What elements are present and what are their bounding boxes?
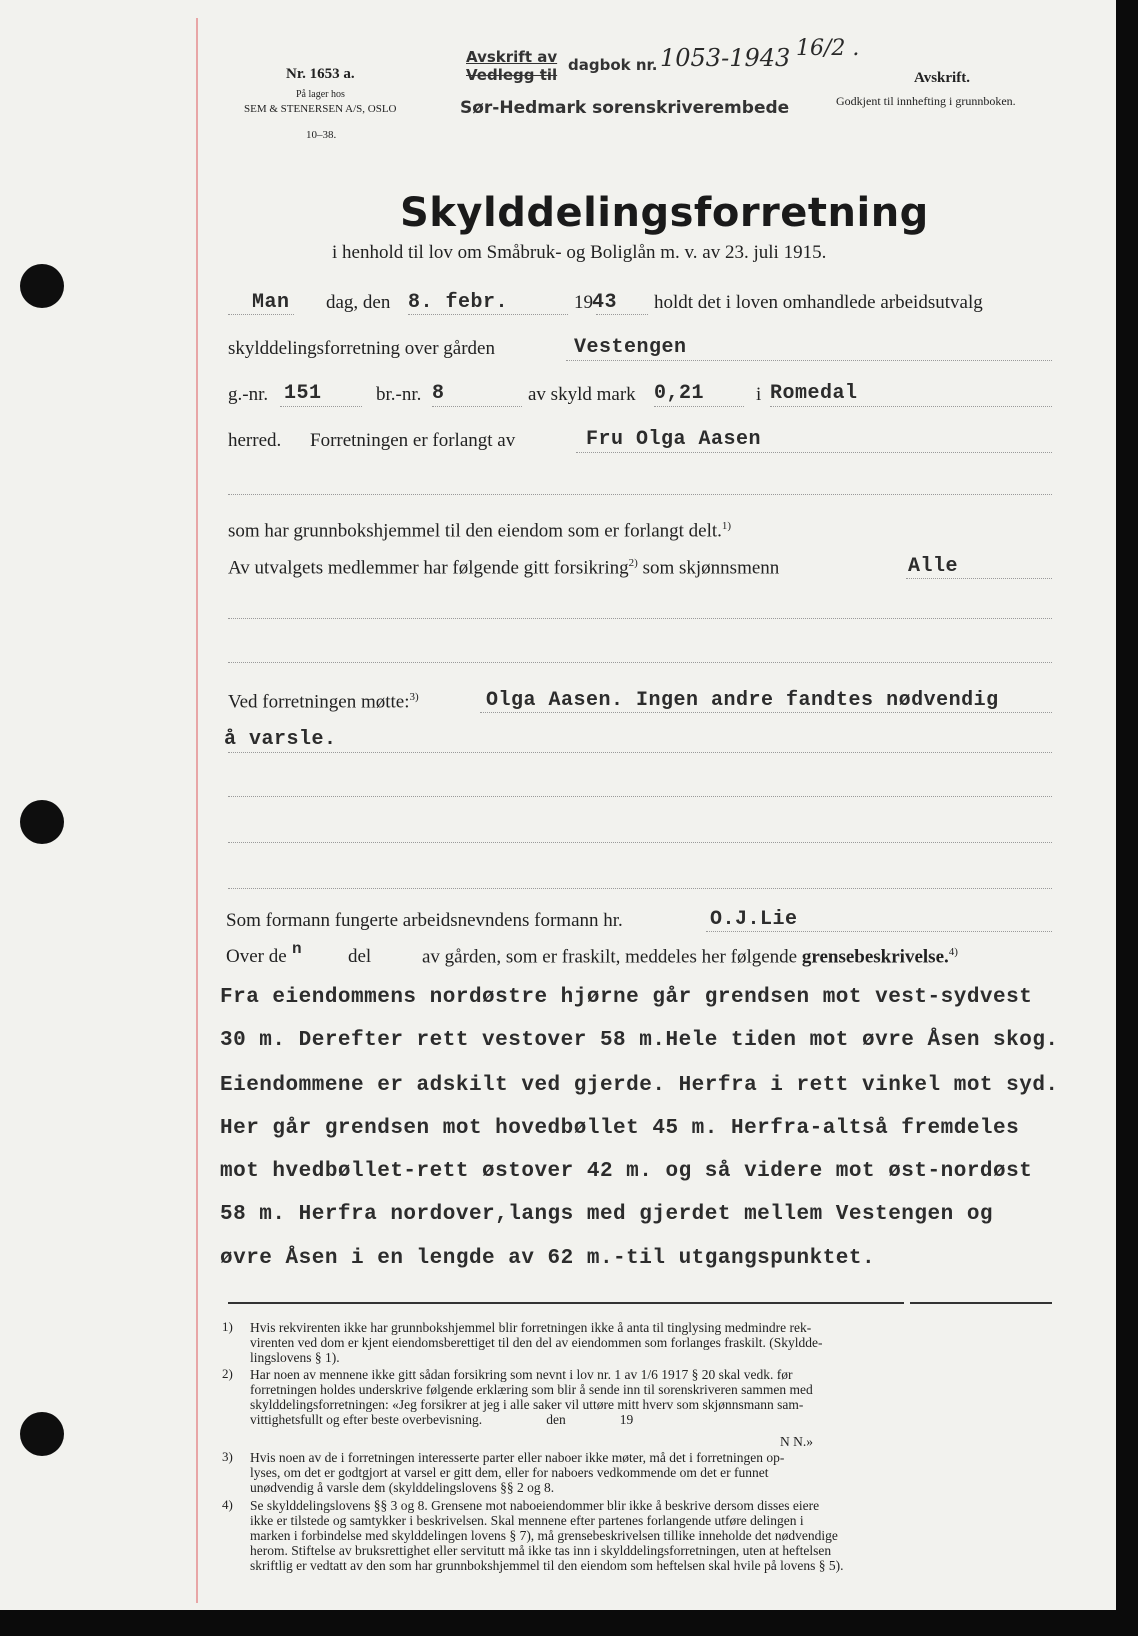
description-line: øvre Åsen i en lengde av 62 m.-til utgangspunktet. bbox=[220, 1247, 876, 1270]
year-prefix: 19 bbox=[574, 292, 593, 313]
attended-value-1: Olga Aasen. Ingen andre fandtes nødvendig bbox=[486, 689, 999, 712]
footnote-number: 2) bbox=[222, 1366, 233, 1381]
gnr-value: 151 bbox=[284, 382, 322, 405]
dag-label: dag, den bbox=[326, 292, 391, 313]
form-number: Nr. 1653 a. bbox=[286, 66, 355, 82]
dagbok-number: 1053-1943 bbox=[660, 44, 791, 72]
avskrift-note: Godkjent til innhefting i grunnboken. bbox=[836, 94, 1016, 108]
grense-label: av gården, som er fraskilt, meddeles her følgende grensebeskrivelse.$^{4)}$ bbox=[422, 946, 958, 968]
description-line: Eiendommene er adskilt ved gjerde. Herfra i rett vinkel mot syd. bbox=[220, 1074, 1059, 1097]
footnote-4: Se skylddelingslovens §§ 3 og 8. Grensene mot naboeiendommer blir ikke å beskrive dersom disses eiere ikke er tilstede og samtykker i beskrivelsen. Skal mennene efter partenes forlangende utføre delingen i marken i forbindelse med skylddelingen lovens § 7), må grensebeskrivelsen tillike inneholde det nødvendige herom. Stiftelse av bruksrettighet eller servitutt må ikke tas inn i skylddelingsforretningen, uten at heftelsen skriftlig er vedtatt av den som har grunnbokshjemmel til den eiendom som heftelsen skal hvile på lovens § 5). bbox=[250, 1498, 844, 1573]
chairman-label: Som formann fungerte arbeidsnevndens formann hr. bbox=[226, 910, 623, 931]
stamp-avskrift-av: Avskrift av bbox=[466, 48, 558, 66]
description-line: 30 m. Derefter rett vestover 58 m.Hele tiden mot øvre Åsen skog. bbox=[220, 1029, 1059, 1052]
punch-hole-top bbox=[20, 264, 64, 308]
farm-name: Vestengen bbox=[574, 336, 687, 359]
holdt-text: holdt det i loven omhandlede arbeidsutvalg bbox=[654, 292, 983, 313]
gnr-label: g.-nr. bbox=[228, 384, 269, 405]
requested-label: Forretningen er forlangt av bbox=[310, 430, 516, 451]
description-line: 58 m. Herfra nordover,langs med gjerdet mellem Vestengen og bbox=[220, 1203, 994, 1226]
i-label: i bbox=[756, 384, 762, 405]
weekday-value: Man bbox=[252, 291, 290, 314]
punch-hole-middle bbox=[20, 800, 64, 844]
attended-value-2: å varsle. bbox=[224, 728, 337, 751]
description-line: mot hvedbøllet-rett østover 42 m. og så videre mot øst-nordøst bbox=[220, 1160, 1033, 1183]
footnote-3: Hvis noen av de i forretningen interesserte parter eller naboer ikke møter, må det i forretningen op- lyses, om det er godtgjort at varsel er gitt dem, eller for naboers vedkommende om det er funnet unødvendig å varsle dem (skylddelingslovens §§ 2 og 8. bbox=[250, 1450, 785, 1495]
footnote-rule bbox=[228, 1302, 904, 1304]
skyld-label: av skyld mark bbox=[528, 384, 636, 405]
form-date: 10–38. bbox=[306, 129, 337, 141]
date-value: 8. febr. bbox=[408, 291, 509, 314]
footnote-signature: N N.» bbox=[780, 1434, 813, 1449]
footnote-1: Hvis rekvirenten ikke har grunnbokshjemmel blir forretningen ikke å anta til tinglysing medmindre rek- virenten ved dom er kjent eiendomsberettiget til den del av eiendommen som forlanges fraskilt. (Skyldde- lingslovens § 1). bbox=[250, 1320, 823, 1365]
stamp-dagbok-label: dagbok nr. bbox=[568, 56, 658, 74]
hjemmel-text: som har grunnbokshjemmel til den eiendom som er forlangt delt.$^{1)}$ bbox=[228, 520, 732, 542]
stamp-office: Sør-Hedmark sorenskriverembede bbox=[460, 98, 790, 118]
municipality-value: Romedal bbox=[770, 382, 858, 405]
description-line: Fra eiendommens nordøstre hjørne går grendsen mot vest-sydvest bbox=[220, 986, 1033, 1009]
over-label: Over de bbox=[226, 946, 287, 967]
publisher-line-2: SEM & STENERSEN A/S, OSLO bbox=[244, 103, 397, 115]
requested-by: Fru Olga Aasen bbox=[586, 428, 762, 451]
members-value: Alle bbox=[908, 555, 959, 578]
chairman-value: O.J.Lie bbox=[710, 908, 798, 931]
publisher-line-1: På lager hos bbox=[296, 89, 345, 100]
margin-rule bbox=[196, 18, 198, 1603]
footnote-rule-right bbox=[910, 1302, 1052, 1304]
gaarden-label: skylddelingsforretning over gården bbox=[228, 338, 495, 359]
dagbok-date: 16/2 . bbox=[796, 36, 860, 61]
footnote-number: 4) bbox=[222, 1497, 233, 1512]
skyld-value: 0,21 bbox=[654, 382, 705, 405]
footnote-2: Har noen av mennene ikke gitt sådan forsikring som nevnt i lov nr. 1 av 1/6 1917 § 20 skal vedk. før forretningen holdes underskrive følgende erklæring som blir å sende inn til sorenskriveren sammen med skylddelingsforretningen: «Jeg forsikrer at jeg i alle saker vil uttøre mitt hverv som skjønnsmann sam- vittighetsfullt og efter beste overbevisning. den 19 bbox=[250, 1367, 813, 1427]
attended-label: Ved forretningen møtte:$^{3)}$ bbox=[228, 691, 419, 713]
brnr-value: 8 bbox=[432, 382, 445, 405]
footnote-number: 1) bbox=[222, 1319, 233, 1334]
avskrift-title: Avskrift. bbox=[914, 70, 970, 86]
description-line: Her går grendsen mot hovedbøllet 45 m. Herfra-altså fremdeles bbox=[220, 1117, 1020, 1140]
document-title: Skylddelingsforretning bbox=[400, 190, 929, 236]
footnote-number: 3) bbox=[222, 1449, 233, 1464]
brnr-label: br.-nr. bbox=[376, 384, 422, 405]
over-value: n bbox=[292, 940, 303, 958]
stamp-vedlegg-til: Vedlegg til bbox=[466, 66, 558, 84]
herred-label: herred. bbox=[228, 430, 282, 451]
del-label: del bbox=[348, 946, 372, 967]
punch-hole-bottom bbox=[20, 1412, 64, 1456]
year-value: 43 bbox=[592, 291, 618, 314]
document-subtitle: i henhold til lov om Småbruk- og Boliglån m. v. av 23. juli 1915. bbox=[332, 242, 827, 263]
members-text: Av utvalgets medlemmer har følgende gitt forsikring$^{2)}$ som skjønnsmenn bbox=[228, 557, 780, 579]
